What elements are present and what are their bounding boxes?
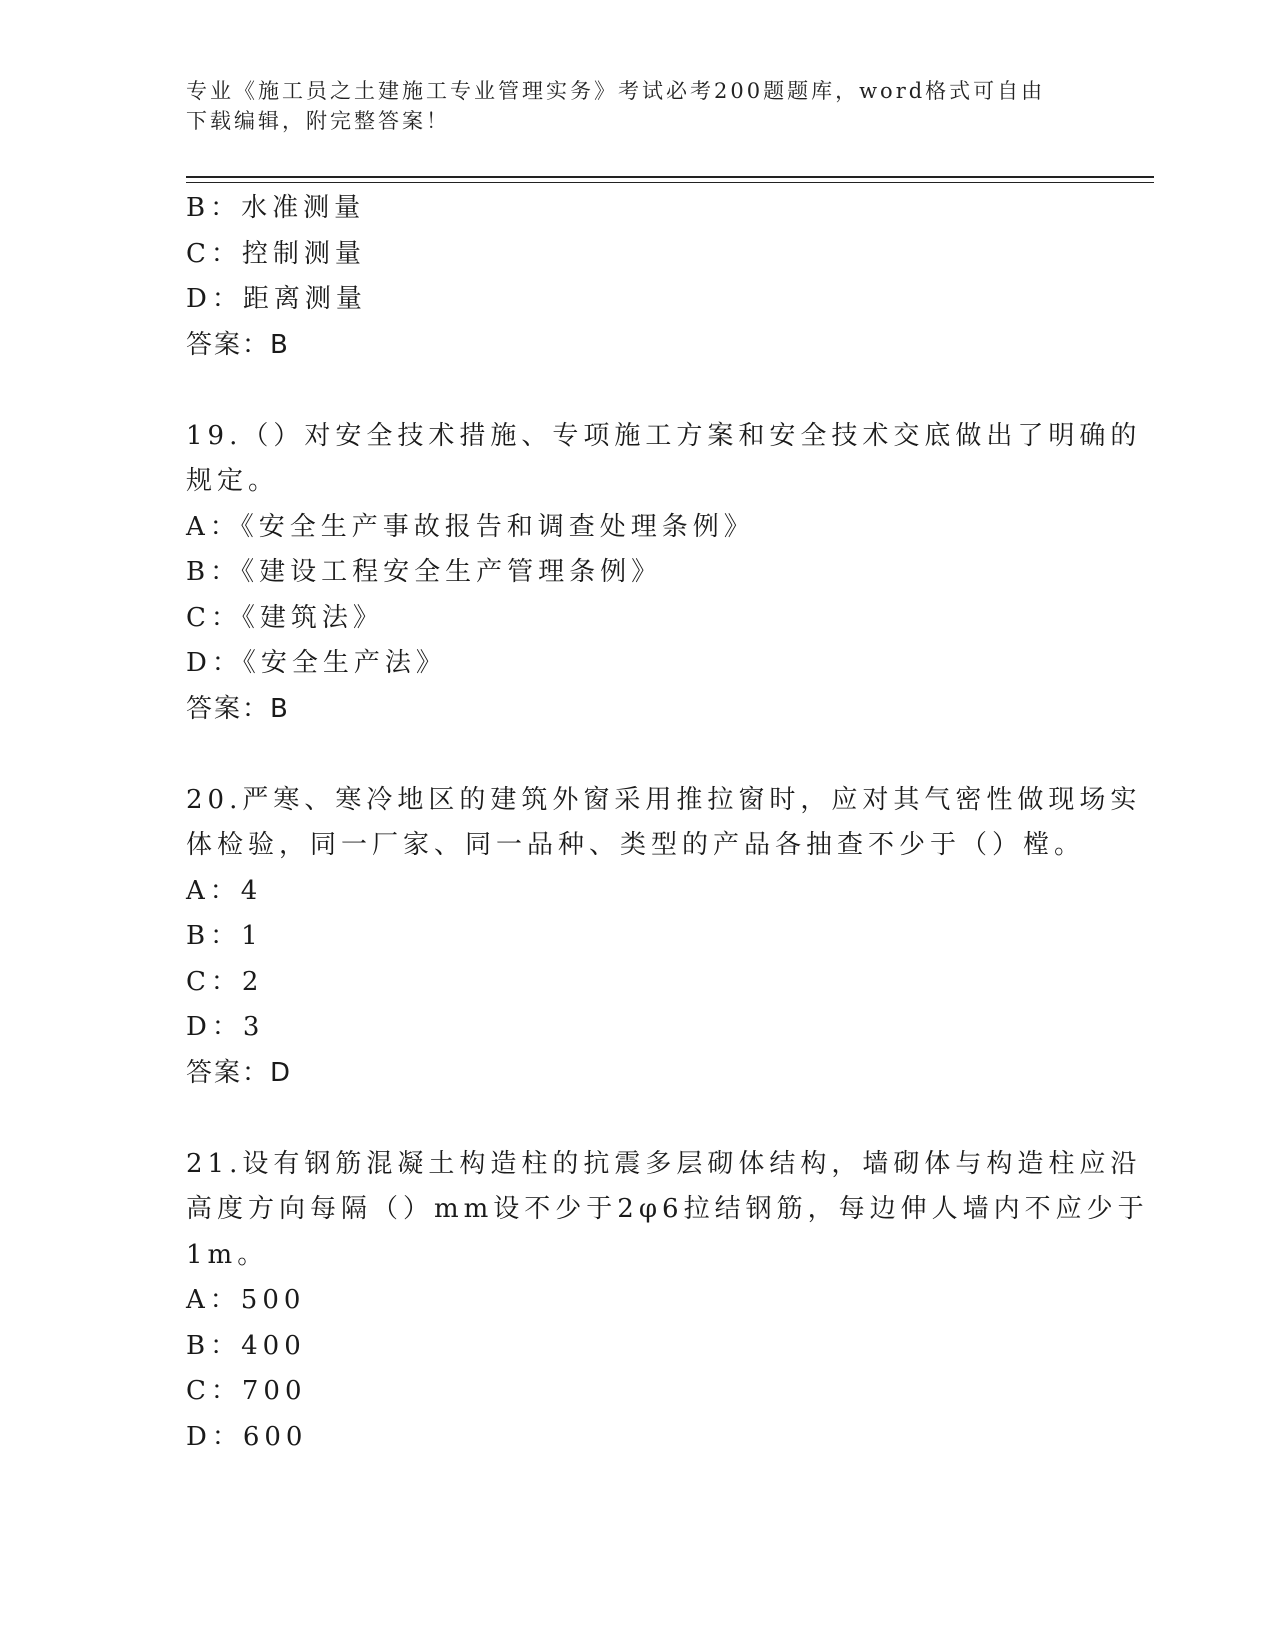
spacer [186,732,1086,778]
spacer [186,1096,1086,1142]
question-20 [186,778,1142,1097]
question-text-line: 体检验，同一厂家、同一品种、类型的产品各抽查不少于（）樘。 [186,830,1086,860]
header-line-2: 下载编辑，附完整答案！ [186,109,450,133]
document-header [186,76,1066,136]
option-a: A：《安全生产事故报告和调查处理条例》 [186,511,755,542]
option-c: C：《建筑法》 [186,602,384,633]
option-a: A：500 [186,1285,306,1315]
answer-line: 答案：D [186,1057,293,1088]
option-b: B：1 [186,921,263,951]
option-d: D：600 [186,1421,308,1452]
option-c: C：700 [186,1376,307,1406]
option-c: C：控制测量 [186,238,366,269]
question-content [186,186,1149,1460]
option-b: B：《建设工程安全生产管理条例》 [186,557,663,587]
question-text-line: 规定。 [186,466,280,496]
question-text-line: 20.严寒、寒冷地区的建筑外窗采用推拉窗时，应对其气密性做现场实 [186,784,1142,815]
question-text-line: 1m。 [186,1239,269,1270]
answer-line: 答案：B [186,329,290,360]
header-line-1: 专业《施工员之土建施工专业管理实务》考试必考200题题库，word格式可自由 [186,79,1046,103]
option-d: D：距离测量 [186,284,367,314]
option-b: B：水准测量 [186,193,366,223]
option-a: A：4 [186,875,263,906]
option-b: B：400 [186,1330,306,1361]
question-21 [186,1142,1149,1461]
option-c: C：2 [186,966,264,997]
header-divider-thick [186,176,1154,178]
option-d: D：《安全生产法》 [186,648,447,678]
header-divider-thin [186,182,1154,183]
question-19 [186,414,1142,733]
option-d: D：3 [186,1012,265,1042]
spacer [186,368,1086,414]
question-text-line: 19.（）对安全技术措施、专项施工方案和安全技术交底做出了明确的 [186,420,1142,451]
question-text-line: 21.设有钢筋混凝土构造柱的抗震多层砌体结构，墙砌体与构造柱应沿 [186,1148,1142,1179]
answer-line: 答案：B [186,693,290,724]
previous-question-tail [186,186,1086,368]
question-text-line: 高度方向每隔（）mm设不少于2φ6拉结钢筋，每边伸人墙内不应少于 [186,1194,1149,1224]
